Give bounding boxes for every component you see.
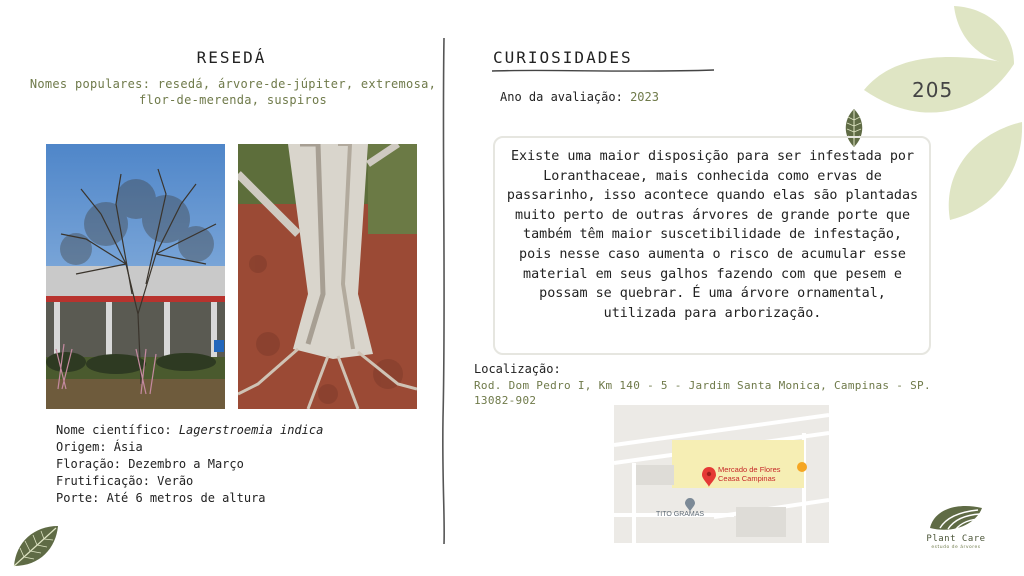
tree-photo-illustration xyxy=(46,144,225,409)
leaf-bottom-left-icon xyxy=(10,522,62,570)
address-line-2: 13082-902 xyxy=(474,394,537,407)
map-place-line-1: Mercado de Flores xyxy=(718,465,781,474)
scientific-name xyxy=(56,422,323,439)
map-place-label[interactable] xyxy=(718,465,781,483)
title-underline xyxy=(492,68,714,74)
address xyxy=(474,378,931,408)
curiosity-text: Existe uma maior disposição para ser infestada por Loranthaceae, mais conhecida como ervas de passarinho, isso acontece quando elas são plantadas muito perto de outras árvores de grande porte que também têm maior suscetibilidade de infestação, pois nesse caso aumenta o risco de acumular esse material em seus galhos fazendo com que pesem e possam se quebrar. É uma árvore ornamental, utilizada para arborização. xyxy=(506,149,919,321)
scientific-name-label: Nome científico: xyxy=(56,423,172,437)
fruiting: Frutificação: Verão xyxy=(56,474,194,488)
location-label: Localização: xyxy=(474,362,561,376)
evaluation-label: Ano da avaliação: xyxy=(500,90,623,104)
tree-photo xyxy=(46,144,225,409)
evaluation-value: 2023 xyxy=(630,90,659,104)
species-info xyxy=(56,422,323,507)
species-title: RESEDÁ xyxy=(196,48,267,67)
tree-size: Porte: Até 6 metros de altura xyxy=(56,491,266,505)
brand-tagline: estudo de árvores xyxy=(931,545,981,550)
trunk-photo-illustration xyxy=(238,144,417,409)
column-divider xyxy=(440,38,448,544)
popular-names-line-2: flor-de-merenda, suspiros xyxy=(138,93,328,107)
address-line-1: Rod. Dom Pedro I, Km 140 - 5 - Jardim Santa Monica, Campinas - SP. xyxy=(474,379,931,392)
scientific-name-value: Lagerstroemia indica xyxy=(178,423,324,437)
page-number: 205 xyxy=(912,78,954,102)
origin: Origem: Ásia xyxy=(56,440,143,454)
map-poi-label[interactable]: TITO GRAMAS xyxy=(656,511,705,518)
food-pin-icon[interactable] xyxy=(797,462,807,472)
flowering: Floração: Dezembro a Março xyxy=(56,457,244,471)
trunk-photo xyxy=(238,144,417,409)
plant-care-logo-icon xyxy=(928,502,984,534)
brand-name: Plant Care xyxy=(926,534,986,544)
curiosities-title: CURIOSIDADES xyxy=(493,48,633,67)
location-map[interactable] xyxy=(614,405,829,543)
evaluation-year xyxy=(500,90,659,104)
popular-names xyxy=(28,76,438,108)
map-place-line-2: Ceasa Campinas xyxy=(718,474,776,483)
popular-names-line-1: Nomes populares: resedá, árvore-de-júpiter, extremosa, xyxy=(29,77,437,91)
